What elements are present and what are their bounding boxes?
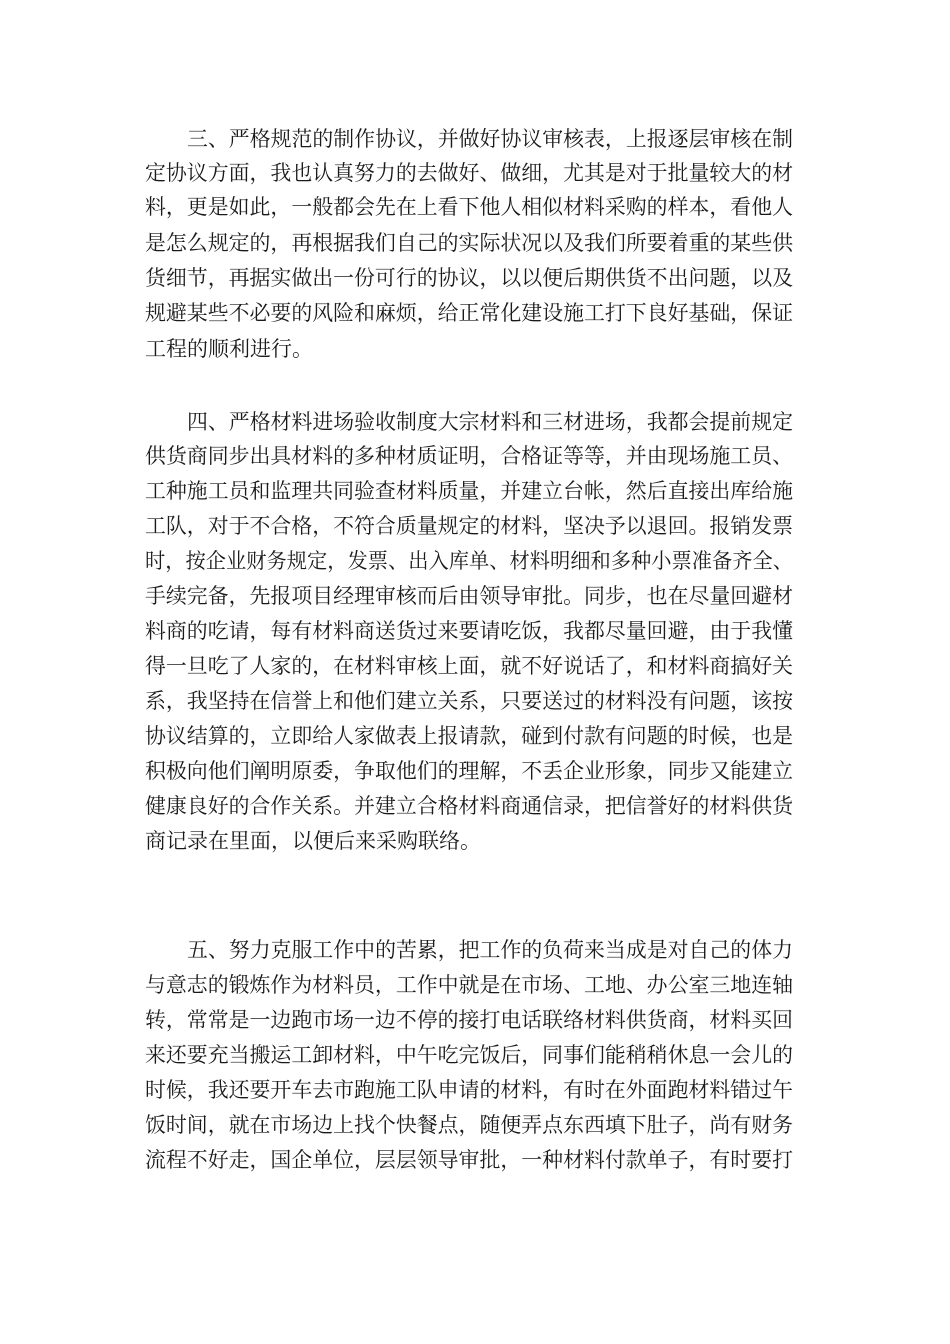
paragraph-2-line-10: 协议结算的，立即给人家做表上报请款，碰到付款有问题的时候，也是: [145, 724, 793, 748]
paragraph-2-line-6: 手续完备，先报项目经理审核而后由领导审批。同步，也在尽量回避材: [145, 584, 793, 608]
paragraph-1-line-6: 规避某些不必要的风险和麻烦，给正常化建设施工打下良好基础，保证: [145, 301, 793, 325]
paragraph-1-line-7: 工程的顺利进行。: [145, 337, 313, 361]
paragraph-3-line-3: 转，常常是一边跑市场一边不停的接打电话联络材料供货商，材料买回: [145, 1008, 793, 1032]
paragraph-3-line-1: 五、努力克服工作中的苦累，把工作的负荷来当成是对自己的体力: [187, 938, 793, 962]
paragraph-2-line-1: 四、严格材料进场验收制度大宗材料和三材进场，我都会提前规定: [187, 410, 793, 434]
paragraph-2-line-11: 积极向他们阐明原委，争取他们的理解，不丢企业形象，同步又能建立: [145, 759, 793, 783]
paragraph-3-line-2: 与意志的锻炼作为材料员，工作中就是在市场、工地、办公室三地连轴: [145, 973, 793, 997]
paragraph-3-line-6: 饭时间，就在市场边上找个快餐点，随便弄点东西填下肚子，尚有财务: [145, 1113, 793, 1137]
paragraph-2-line-5: 时，按企业财务规定，发票、出入库单、材料明细和多种小票准备齐全、: [145, 549, 793, 573]
paragraph-3-line-5: 时候，我还要开车去市跑施工队申请的材料，有时在外面跑材料错过午: [145, 1078, 793, 1102]
paragraph-2-line-2: 供货商同步出具材料的多种材质证明，合格证等等，并由现场施工员、: [145, 444, 793, 468]
paragraph-1-line-1: 三、严格规范的制作协议，并做好协议审核表，上报逐层审核在制: [187, 127, 793, 151]
paragraph-2-line-9: 系，我坚持在信誉上和他们建立关系，只要送过的材料没有问题，该按: [145, 689, 793, 713]
paragraph-1-line-3: 料，更是如此，一般都会先在上看下他人相似材料采购的样本，看他人: [145, 195, 793, 219]
paragraph-2-line-12: 健康良好的合作关系。并建立合格材料商通信录，把信誉好的材料供货: [145, 794, 793, 818]
paragraph-1-line-4: 是怎么规定的，再根据我们自己的实际状况以及我们所要着重的某些供: [145, 231, 793, 255]
paragraph-1-line-5: 货细节，再据实做出一份可行的协议，以以便后期供货不出问题，以及: [145, 266, 793, 290]
paragraph-3-line-7: 流程不好走，国企单位，层层领导审批，一种材料付款单子，有时要打: [145, 1148, 793, 1172]
paragraph-2-line-3: 工种施工员和监理共同验查材料质量，并建立台帐，然后直接出库给施: [145, 479, 793, 503]
paragraph-2-line-13: 商记录在里面，以便后来采购联络。: [145, 829, 481, 853]
paragraph-2-line-8: 得一旦吃了人家的，在材料审核上面，就不好说话了，和材料商搞好关: [145, 654, 793, 678]
paragraph-1-line-2: 定协议方面，我也认真努力的去做好、做细，尤其是对于批量较大的材: [145, 161, 793, 185]
paragraph-2-line-7: 料商的吃请，每有材料商送货过来要请吃饭，我都尽量回避，由于我懂: [145, 619, 793, 643]
paragraph-3-line-4: 来还要充当搬运工卸材料，中午吃完饭后，同事们能稍稍休息一会儿的: [145, 1043, 793, 1067]
paragraph-2-line-4: 工队，对于不合格，不符合质量规定的材料，坚决予以退回。报销发票: [145, 514, 793, 538]
